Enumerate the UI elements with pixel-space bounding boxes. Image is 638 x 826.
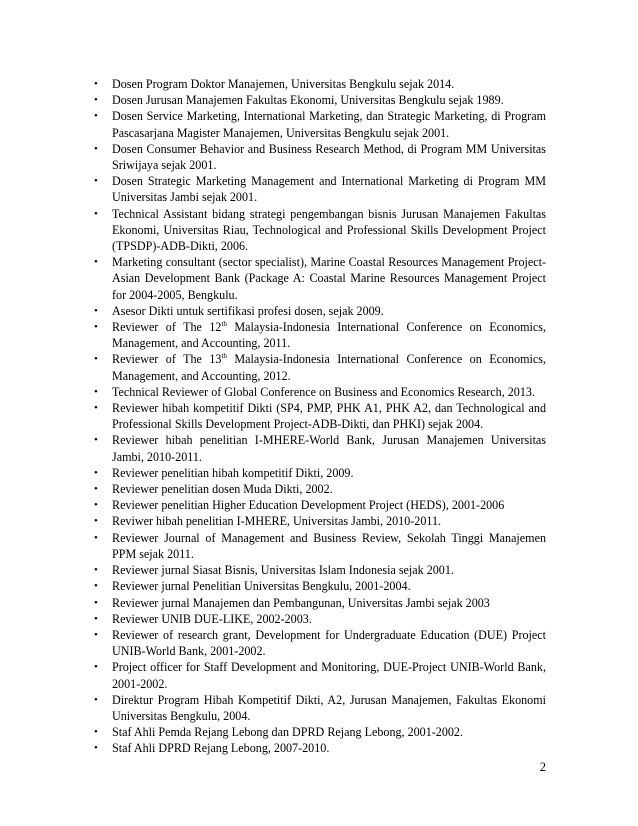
list-item-text: Direktur Program Hibah Kompetitif Dikti, A2, Jurusan Manajemen, Fakultas Ekonomi Universitas Bengkulu, 2004. [112,692,546,723]
list-item-text: Reviewer UNIB DUE-LIKE, 2002-2003. [112,611,312,626]
list-item-text: Reviewer jurnal Siasat Bisnis, Universitas Islam Indonesia sejak 2001. [112,563,454,578]
ordinal-superscript: th [221,352,227,361]
list-item-text-part: Reviewer of The 13 [112,352,222,367]
bullet-icon: • [94,499,98,512]
list-item-text-part: Reviewer of The 12 [112,320,222,335]
list-item [94,659,546,691]
list-item [94,432,546,464]
list-item [94,384,546,400]
bullet-icon: • [94,175,98,188]
list-item-text: Reviewer Journal of Management and Business Review, Sekolah Tinggi Manajemen PPM sejak 2011. [112,530,546,561]
list-item [94,76,546,92]
bullet-icon: • [94,304,98,317]
list-item-text: Reviewer of research grant, Development for Undergraduate Education (DUE) Project UNIB-World Bank, 2001-2002. [112,627,546,659]
bullet-icon: • [94,353,98,366]
bullet-icon: • [94,466,98,479]
list-item [94,351,546,383]
bullet-icon: • [94,142,98,155]
list-item-text-part: Malaysia-Indonesia International Conference on Economics, Management, and Accounting, 2011. [112,320,546,351]
list-item-text: Technical Reviewer of Global Conference on Business and Economics Research, 2013. [112,384,535,399]
bullet-icon: • [94,256,98,269]
list-item [94,481,546,497]
bullet-icon: • [94,564,98,577]
bullet-icon: • [94,110,98,123]
bullet-icon: • [94,580,98,593]
bullet-icon: • [94,612,98,625]
list-item-text [112,352,546,382]
page-number: 2 [539,760,546,774]
bullet-icon: • [94,661,98,674]
list-item-text: Reviewer penelitian dosen Muda Dikti, 2002. [112,482,333,497]
list-item-text: Reviwer hibah penelitian I-MHERE, Universitas Jambi, 2010-2011. [112,514,442,529]
list-item [94,740,546,756]
list-item-text-part: Malaysia-Indonesia International Conference on Economics, Management, and Accounting, 2012. [112,352,546,383]
list-item [94,724,546,740]
bullet-icon: • [94,207,98,220]
list-item [94,611,546,627]
bullet-icon: • [94,402,98,415]
list-item [94,206,546,255]
list-item-text: Asesor Dikti untuk sertifikasi profesi dosen, sejak 2009. [112,303,384,318]
list-item [94,465,546,481]
bullet-icon: • [94,596,98,609]
list-item [94,562,546,578]
list-item-text: Marketing consultant (sector specialist), Marine Coastal Resources Management Project-Asian Development Bank (Package A: Coastal Marine Resources Management Project for 2004-2005, Bengkulu. [112,255,546,302]
list-item-text: Reviewer penelitian hibah kompetitif Dikti, 2009. [112,465,354,480]
list-item-text: Staf Ahli Pemda Rejang Lebong dan DPRD Rejang Lebong, 2001-2002. [112,725,464,740]
list-item-text: Dosen Strategic Marketing Management and International Marketing di Program MM Universitas Jambi sejak 2001. [112,174,546,205]
list-item-text [112,320,546,350]
bullet-icon: • [94,385,98,398]
list-item-text: Reviewer penelitian Higher Education Development Project (HEDS), 2001-2006 [112,498,505,513]
bullet-icon: • [94,693,98,706]
list-item [94,254,546,303]
bullet-icon: • [94,742,98,755]
bullet-icon: • [94,515,98,528]
list-item-text: Technical Assistant bidang strategi pengembangan bisnis Jurusan Manajemen Fakultas Ekonomi, Universitas Riau, Technological and Professional Skills Development Project (TPSDP)-ADB-Dikti, 2006. [112,206,546,254]
list-item [94,530,546,562]
list-item-text: Dosen Program Doktor Manajemen, Universitas Bengkulu sejak 2014. [112,77,455,91]
bullet-icon: • [94,483,98,496]
list-item [94,173,546,205]
list-item [94,108,546,140]
list-item-text: Project officer for Staff Development and Monitoring, DUE-Project UNIB-World Bank, 2001-2002. [112,660,546,691]
list-item [94,627,546,659]
list-item [94,141,546,173]
list-item [94,497,546,513]
bullet-icon: • [94,78,98,90]
list-item-text: Reviewer hibah kompetitif Dikti (SP4, PMP, PHK A1, PHK A2, dan Technological and Professional Skills Development Project-ADB-Dikti, dan PHKI) sejak 2004. [112,401,546,432]
ordinal-superscript: th [221,320,227,329]
bullet-icon: • [94,434,98,447]
list-item-text: Dosen Consumer Behavior and Business Research Method, di Program MM Universitas Sriwijaya sejak 2001. [112,141,546,173]
list-item [94,513,546,529]
list-item-text: Reviewer jurnal Manajemen dan Pembangunan, Universitas Jambi sejak 2003 [112,595,490,610]
bullet-icon: • [94,628,98,641]
experience-bullet-list [94,76,546,757]
list-item-text: Reviewer hibah penelitian I-MHERE-World Bank, Jurusan Manajemen Universitas Jambi, 2010-2011. [112,433,546,464]
bullet-icon: • [94,726,98,739]
bullet-icon: • [94,94,98,107]
list-item [94,578,546,594]
list-item [94,692,546,724]
bullet-icon: • [94,531,98,544]
list-item-text: Dosen Service Marketing, International Marketing, dan Strategic Marketing, di Program Pascasarjana Magister Manajemen, Universitas Bengkulu sejak 2001. [112,109,546,140]
list-item [94,319,546,351]
list-item [94,595,546,611]
list-item-text: Dosen Jurusan Manajemen Fakultas Ekonomi, Universitas Bengkulu sejak 1989. [112,93,504,108]
list-item [94,400,546,432]
list-item-text: Reviewer jurnal Penelitian Universitas Bengkulu, 2001-2004. [112,579,411,594]
list-item [94,92,546,108]
bullet-icon: • [94,321,98,334]
list-item [94,303,546,319]
list-item-text: Staf Ahli DPRD Rejang Lebong, 2007-2010. [112,741,330,756]
